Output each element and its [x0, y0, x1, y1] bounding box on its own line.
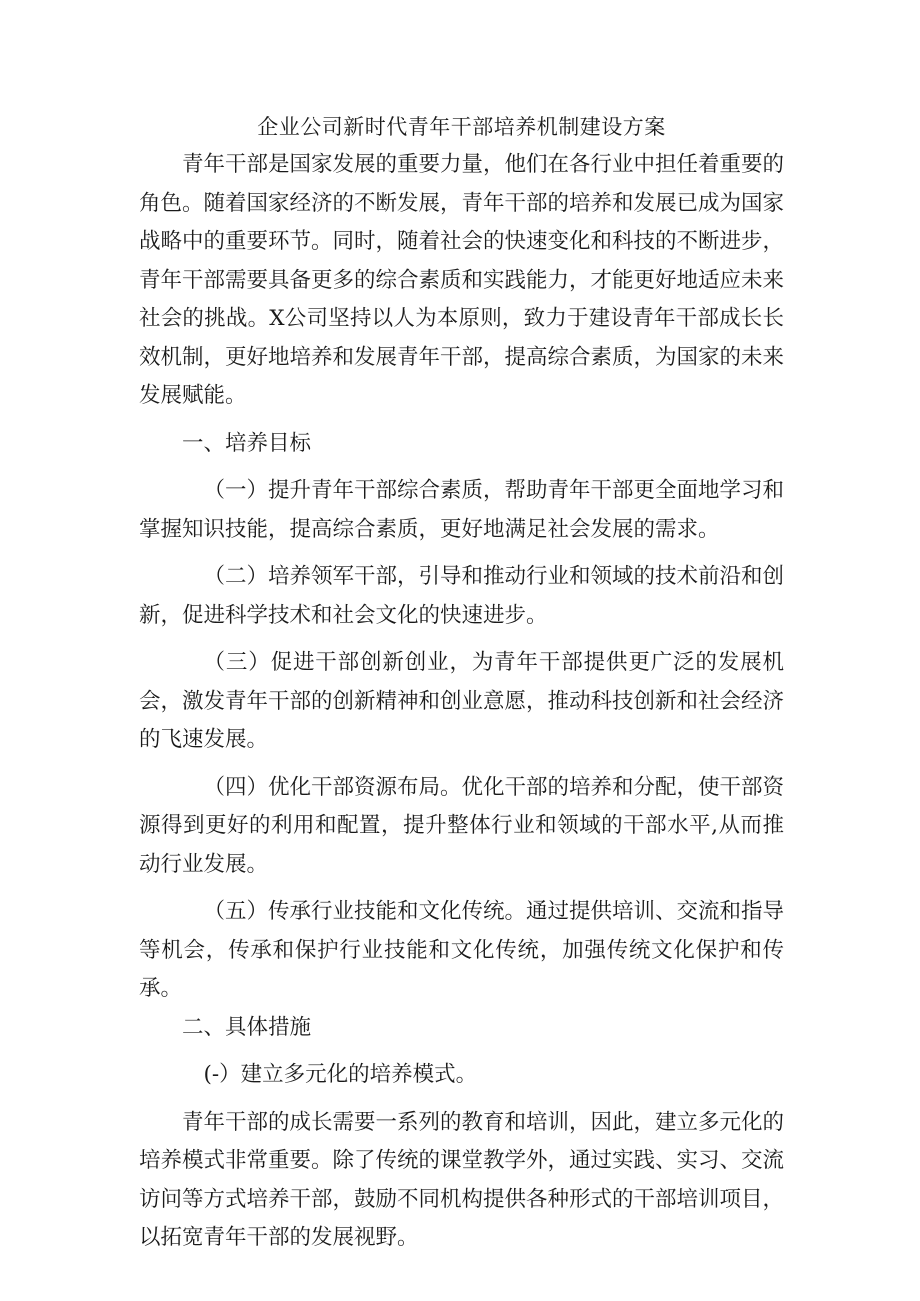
- document-title: 企业公司新时代青年干部培养机制建设方案: [257, 115, 666, 139]
- section-heading-measures: 二、具体措施: [182, 1014, 312, 1040]
- measure-subheading-1: (-）建立多元化的培养模式。: [203, 1062, 478, 1087]
- measure-paragraph-1: 青年干部的成长需要一系列的教育和培训，因此，建立多元化的培养模式非常重要。除了传统的课堂教学外，通过实践、实习、交流访问等方式培养干部，鼓励不同机构提供各种形式的干部培训项目，以拓宽青年干部的发展视野。: [139, 1109, 785, 1250]
- spacer: [139, 549, 784, 558]
- goal-item-5: （五）传承行业技能和文化传统。通过提供培训、交流和指导等机会，传承和保护行业技能和文化传统，加强传统文化保护和传承。: [139, 899, 785, 1001]
- spacer: [139, 463, 784, 472]
- intro-paragraph: 青年干部是国家发展的重要力量，他们在各行业中担任着重要的角色。随着国家经济的不断发展，青年干部的培养和发展已成为国家战略中的重要环节。同时，随着社会的快速变化和科技的不断进步，青年干部需要具备更多的综合素质和实践能力，才能更好地适应未来社会的挑战。X公司坚持以人为本原则，致力于建设青年干部成长长效机制，更好地培养和发展青年干部，提高综合素质，为国家的未来发展赋能。: [139, 152, 785, 408]
- spacer: [139, 884, 784, 893]
- spacer: [139, 1095, 784, 1104]
- spacer: [139, 1047, 784, 1056]
- spacer: [139, 416, 784, 425]
- section-heading-goals: 一、培养目标: [182, 430, 312, 456]
- goal-item-2: （二）培养领军干部，引导和推动行业和领域的技术前沿和创新，促进科学技术和社会文化的快速进步。: [139, 564, 785, 628]
- goal-item-1: （一）提升青年干部综合素质，帮助青年干部更全面地学习和掌握知识技能，提高综合素质，更好地满足社会发展的需求。: [139, 478, 785, 542]
- document-page: [139, 112, 784, 1258]
- spacer: [139, 760, 784, 769]
- spacer: [139, 635, 784, 644]
- goal-item-4: （四）优化干部资源布局。优化干部的培养和分配，使干部资源得到更好的利用和配置，提升整体行业和领域的干部水平,从而推动行业发展。: [139, 774, 785, 877]
- goal-item-3: （三）促进干部创新创业，为青年干部提供更广泛的发展机会，激发青年干部的创新精神和创业意愿，推动科技创新和社会经济的飞速发展。: [139, 650, 785, 752]
